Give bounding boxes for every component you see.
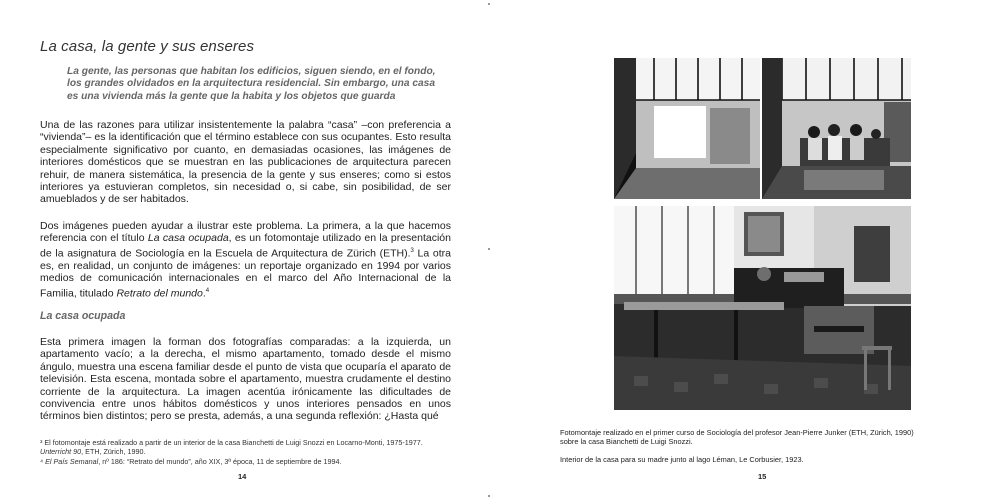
body-paragraph-1: Una de las razones para utilizar insistentemente la palabra “casa” –con preferencia a “vivienda”– es la identificación que el término establece con sus ocupantes. Esto resulta especialmente significativo por cuanto, en demasiadas ocasiones, las imágenes de interiores domésticos que se muestran en las publicaciones de arquitectura parecen rehuir, de manera sistemática, la presencia de la gente y sus enseres; como si estos interiores ya estuvieran completos, sin necesidad o, si cabe, sin posibilidad, de ser amueblados y de ser habitados. (40, 119, 451, 206)
left-page (0, 0, 495, 500)
photomontage-caption (560, 428, 1000, 447)
interior-caption: Interior de la casa para su madre junto al lago Léman, Le Corbusier, 1923. (560, 455, 804, 464)
center-crop-mark-bottom (488, 495, 490, 497)
interior-illustration (614, 206, 911, 410)
footnote-3-line-2 (40, 447, 460, 456)
footnote-4 (40, 457, 460, 466)
center-crop-mark-top (488, 3, 490, 5)
footnote-4-rest: , nº 186: “Retrato del mundo”, año XIX, 3ª época, 11 de septiembre de 1994. (98, 456, 342, 466)
interior-photo (614, 206, 911, 410)
center-crop-mark-middle (488, 248, 490, 250)
footnote-3-italic: Unterricht 90 (40, 447, 82, 457)
footnote-ref-3[interactable]: 3 (410, 247, 414, 254)
caption-1-line-1: Fotomontaje realizado en el primer curso de Sociología del profesor Jean-Pierre Junker (ETH, Zürich, 1990) (560, 428, 914, 437)
page-number-left: 14 (238, 472, 247, 481)
p2-text-a: Dos imágenes pueden ayudar a ilustrar este problema. La primera, a la que hacemos referencia con el título (40, 220, 451, 245)
photomontage-image (614, 58, 911, 199)
body-paragraph-3: Esta primera imagen la forman dos fotografías comparadas: a la izquierda, un apartamento vacío; a la derecha, el mismo apartamento, tomado desde el mismo ángulo, muestra una escena familiar desde el punto de vista que ocuparía el aparato de televisión. Esta escena, montada sobre el apartamento, muestra crudamente el destino corriente de la arquitectura. La imagen acentúa irónicamente las dificultades de convivencia entre unos hábitos domésticos y unos interiores pensados en unos términos bien distintos; pero se presta, además, a una segunda reflexión: ¿Hasta qué (40, 336, 451, 423)
footnote-3-line-1: ³ El fotomontaje está realizado a partir de un interior de la casa Bianchetti de Luigi Snozzi en Locarno-Monti, 1975-1977. (40, 438, 423, 447)
page-number-right: 15 (758, 472, 767, 481)
p2-italic-title-1: La casa ocupada (147, 232, 229, 245)
caption-1-line-2: sobre la casa Bianchetti de Luigi Snozzi. (560, 437, 693, 447)
footnotes (40, 438, 460, 466)
photomontage-illustration (614, 58, 911, 199)
p2-text-b: , es un fotomontaje utilizado en la presentación de la asignatura de Sociología en la Escuela de Arquitectura de Zürich (ETH). (40, 232, 451, 260)
footnote-ref-4[interactable]: 4 (205, 287, 210, 294)
p2-text-d: . (202, 287, 206, 300)
footnote-4-italic: El País Semanal (45, 456, 99, 466)
p2-italic-title-2: Retrato del mundo (116, 287, 203, 300)
right-page (505, 0, 1000, 500)
section-subtitle: La casa ocupada (40, 310, 126, 322)
p2-text-c: La otra es, en realidad, un conjunto de imágenes: un reportaje organizado en 1994 por varios medios de comunicación internacionales en el marco del Año Internacional de la Familia, titulado (40, 247, 452, 300)
chapter-title: La casa, la gente y sus enseres (40, 38, 255, 55)
body-paragraph-2 (40, 220, 451, 299)
lead-paragraph: La gente, las personas que habitan los edificios, siguen siendo, en el fondo, los grandes olvidados en la arquitectura residencial. Sin embargo, una casa es una vivienda más la gente que la habita y los objetos que guarda (67, 66, 436, 102)
footnote-3-rest: , ETH, Zürich, 1990. (81, 447, 146, 457)
footnote-4-prefix: ⁴ (40, 456, 46, 466)
